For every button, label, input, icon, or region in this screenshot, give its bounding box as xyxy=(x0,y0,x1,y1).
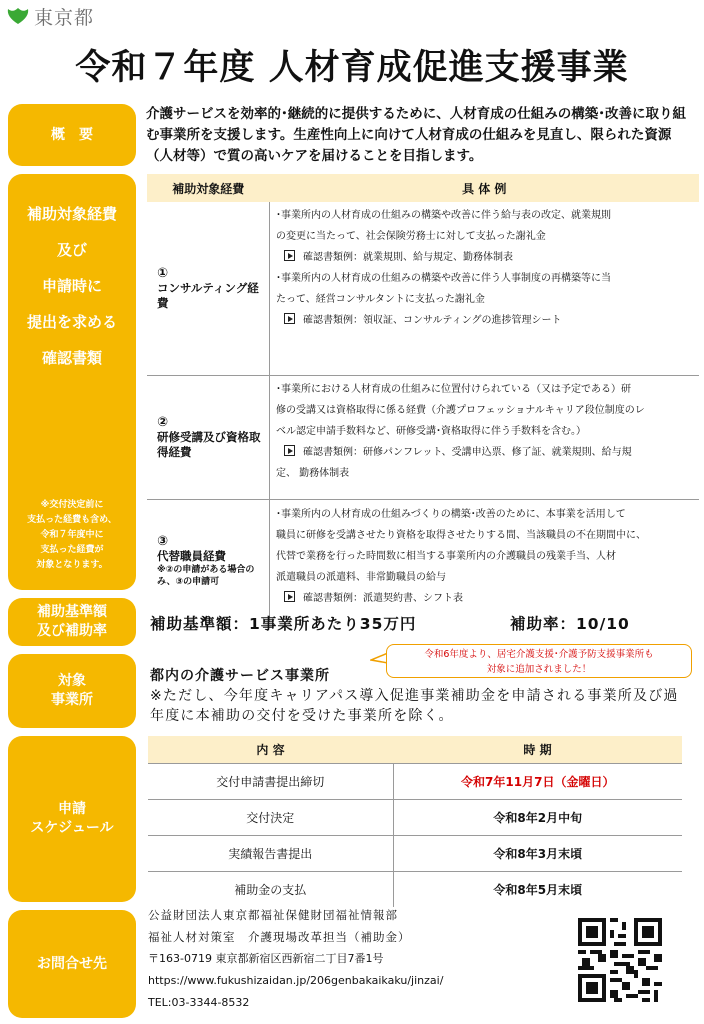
detail-line: ･事業所内の人材育成の仕組みの構築や改善に伴う人事制度の再構築等に当 xyxy=(276,273,611,284)
callout-note xyxy=(386,644,692,678)
schedule-label: 申請 スケジュール xyxy=(8,736,136,902)
table-header: 時 期 xyxy=(393,736,682,764)
detail-line: 代替で業務を行った時間数に相当する事業所内の介護職員の残業手当、人材 xyxy=(276,551,616,562)
detail-line: 確認書類例：領収証、コンサルティングの進捗管理シート xyxy=(303,315,562,326)
expenses-label-line: 補助対象経費 xyxy=(26,205,117,223)
target-note: ※ただし、今年度キャリアパス導入促進事業補助金を申請される事業所及び過年度に本補助の交付を受けた事業所を除く。 xyxy=(150,688,679,724)
expense-details xyxy=(270,376,700,500)
expenses-label-line: 提出を求める xyxy=(26,313,117,331)
detail-line: 職員に研修を受講させたり資格を取得させたりする間、当該職員の不在期間中に、 xyxy=(276,530,646,541)
expenses-table xyxy=(147,174,699,622)
expense-category: ③ 代替職員経費 ※②の申請がある場合のみ、③の申請可 xyxy=(147,500,270,623)
schedule-date: 令和8年5月末頃 xyxy=(393,872,682,908)
expense-category: ① コンサルティング経費 xyxy=(147,202,270,376)
expenses-label-line: 申請時に xyxy=(41,277,102,295)
schedule-table xyxy=(148,736,682,907)
contact-url[interactable]: https://www.fukushizaidan.jp/206genbakaikaku/jinzai/ xyxy=(148,974,444,987)
expenses-label-line: 及び xyxy=(56,241,87,259)
expense-details xyxy=(270,202,700,376)
table-header: 補助対象経費 xyxy=(147,174,270,202)
expenses-label xyxy=(8,174,136,590)
detail-line: ･事業所内の人材育成の仕組みづくりの構築･改善のために、本事業を活用して xyxy=(276,509,626,520)
ginkgo-leaf-icon xyxy=(6,7,30,25)
target-label: 対象 事業所 xyxy=(8,654,136,728)
play-icon xyxy=(284,445,295,456)
page-title: 令和７年度 人材育成促進支援事業 xyxy=(75,48,629,88)
expense-category-name: 研修受講及び資格取得経費 xyxy=(157,430,261,459)
detail-line: 派遣職員の派遣料、非常勤職員の給与 xyxy=(276,572,446,583)
expenses-note-line: ※交付決定前に xyxy=(40,500,104,510)
expenses-label-line: 確認書類 xyxy=(41,349,102,367)
expense-category: ② 研修受講及び資格取得経費 xyxy=(147,376,270,500)
contact-org: 公益財団法人東京都福祉保健財団福祉情報部 xyxy=(148,908,398,922)
table-row xyxy=(147,500,699,623)
org-name: 東京都 xyxy=(34,6,95,29)
contact-tel: TEL:03-3344-8532 xyxy=(148,996,250,1009)
expense-category-note: ※②の申請がある場合のみ、③の申請可 xyxy=(157,565,255,587)
detail-line: の変更に当たって、社会保険労務士に対して支払った謝礼金 xyxy=(276,231,546,242)
overview-text: 介護サービスを効率的･継続的に提供するために、人材育成の仕組みの構築･改善に取り組む事業所を支援します。生産性向上に向けて人材育成の仕組みを見直し、限られた資源（人材等）で質の高いケアを届けることを目指します。 xyxy=(146,106,686,164)
detail-line: 修の受講又は資格取得に係る経費（介護プロフェッショナルキャリア段位制度のレ xyxy=(276,405,645,416)
standard-label: 補助基準額 及び補助率 xyxy=(8,598,136,646)
expenses-note-line: 対象となります。 xyxy=(36,560,108,570)
expenses-note-line: 令和７年度中に xyxy=(40,530,104,540)
table-row xyxy=(147,376,699,500)
table-header-row xyxy=(148,736,682,764)
table-row xyxy=(148,872,682,908)
contact-info xyxy=(148,904,443,1014)
contact-label: お問合せ先 xyxy=(8,910,136,1018)
play-icon xyxy=(284,250,295,261)
play-icon xyxy=(284,591,295,602)
expenses-note-line: 支払った経費が xyxy=(40,545,104,555)
table-row xyxy=(148,764,682,800)
detail-line: ･事業所における人材育成の仕組みに位置付けられている（又は予定である）研 xyxy=(276,384,631,395)
table-row xyxy=(147,202,699,376)
overview-label: 概 要 xyxy=(8,104,136,166)
detail-line: ベル認定申請手数料など、研修受講･資格取得に伴う手数料を含む。） xyxy=(276,426,586,437)
detail-line: 確認書類例：研修パンフレット、受講申込票、修了証、就業規則、給与規 xyxy=(303,447,632,458)
detail-line: 定、 勤務体制表 xyxy=(276,468,350,479)
schedule-item: 補助金の支払 xyxy=(148,872,393,908)
tokyo-logo xyxy=(6,2,94,30)
detail-line: 確認書類例：就業規則、給与規定、勤務体制表 xyxy=(303,252,513,263)
table-header-row xyxy=(147,174,699,202)
expense-details xyxy=(270,500,700,623)
callout-line: 令和6年度より、居宅介護支援･介護予防支援事業所も xyxy=(424,649,654,660)
detail-line: たって、経営コンサルタントに支払った謝礼金 xyxy=(276,294,485,305)
detail-line: 確認書類例：派遣契約書、シフト表 xyxy=(303,593,463,604)
contact-address: 〒163-0719 東京都新宿区西新宿二丁目7番1号 xyxy=(148,952,384,965)
expense-category-name: 代替職員経費 xyxy=(157,549,226,563)
schedule-item: 交付申請書提出締切 xyxy=(148,764,393,800)
schedule-item: 交付決定 xyxy=(148,800,393,836)
target-main: 都内の介護サービス事業所 xyxy=(150,668,330,684)
schedule-date: 令和8年3月末頃 xyxy=(393,836,682,872)
table-row xyxy=(148,836,682,872)
play-icon xyxy=(284,313,295,324)
subsidy-rate: 補助率：10/10 xyxy=(510,615,630,633)
expenses-note-line: 支払った経費も含め、 xyxy=(27,515,117,525)
table-header: 内 容 xyxy=(148,736,393,764)
schedule-date: 令和8年2月中旬 xyxy=(393,800,682,836)
table-row xyxy=(148,800,682,836)
standard-amount: 補助基準額：1事業所あたり35万円 xyxy=(150,615,417,633)
detail-line: ･事業所内の人材育成の仕組みの構築や改善に伴う給与表の改定、就業規則 xyxy=(276,210,611,221)
contact-dept: 福祉人材対策室 介護現場改革担当（補助金） xyxy=(148,930,411,944)
table-header: 具 体 例 xyxy=(270,174,700,202)
schedule-date: 令和7年11月7日（金曜日） xyxy=(393,764,682,800)
schedule-item: 実績報告書提出 xyxy=(148,836,393,872)
callout-line: 対象に追加されました！ xyxy=(486,664,592,675)
expense-category-name: コンサルティング経費 xyxy=(157,281,259,310)
qr-code-icon[interactable] xyxy=(578,918,662,1002)
